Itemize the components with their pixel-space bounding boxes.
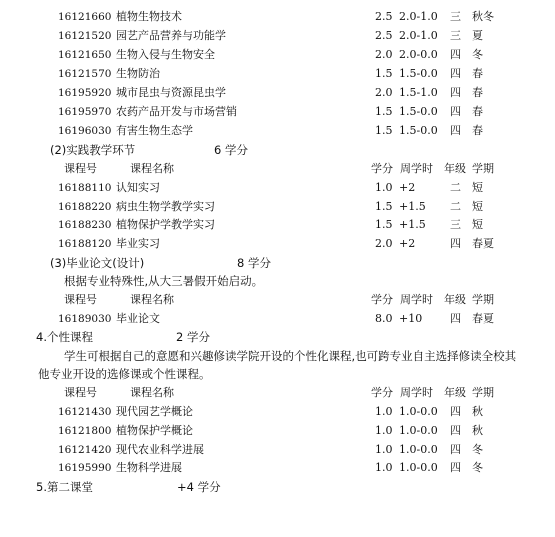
section-credits: 8 学分 <box>237 256 271 270</box>
course-hours: 1.5-1.0 <box>399 86 438 99</box>
section-heading-practice <box>50 141 290 159</box>
course-grade: 四 <box>450 48 461 61</box>
course-hours: +10 <box>399 312 423 325</box>
course-name: 认知实习 <box>116 181 160 194</box>
course-credit: 1.0 <box>375 461 393 474</box>
course-credit: 1.0 <box>375 405 393 418</box>
course-grade: 四 <box>450 443 461 456</box>
course-term: 秋 <box>472 405 483 418</box>
course-grade: 四 <box>450 237 461 250</box>
course-grade: 三 <box>450 29 461 42</box>
course-hours: +1.5 <box>399 218 426 231</box>
header-grade: 年级 <box>444 386 466 399</box>
header-name: 课程名称 <box>130 386 174 399</box>
course-hours: 1.5-0.0 <box>399 124 438 137</box>
course-hours: 2.0-1.0 <box>399 29 438 42</box>
header-term: 学期 <box>472 293 494 306</box>
header-grade: 年级 <box>444 162 466 175</box>
course-hours: 1.0-0.0 <box>399 443 438 456</box>
header-term: 学期 <box>472 162 494 175</box>
header-credit: 学分 <box>371 162 393 175</box>
course-hours: 1.0-0.0 <box>399 424 438 437</box>
course-name: 生物入侵与生物安全 <box>116 48 215 61</box>
section-credits: 6 学分 <box>214 143 248 157</box>
course-hours: +2 <box>399 181 416 194</box>
course-code: 16121570 <box>58 68 112 80</box>
course-term: 春夏 <box>472 312 494 325</box>
course-hours: 1.0-0.0 <box>399 405 438 418</box>
course-code: 16196030 <box>58 125 112 137</box>
course-credit: 2.0 <box>375 237 393 250</box>
section-heading-second-classroom <box>36 478 256 496</box>
course-code: 16195990 <box>58 462 112 474</box>
course-code: 16188110 <box>58 182 112 194</box>
personal-paragraph-line1: 学生可根据自己的意愿和兴趣修读学院开设的个性化课程,也可跨专业自主选择修读全校其 <box>64 349 517 363</box>
course-hours: 1.5-0.0 <box>399 105 438 118</box>
header-hours: 周学时 <box>400 162 433 175</box>
course-name: 植物保护学概论 <box>116 424 193 437</box>
course-hours: 1.5-0.0 <box>399 67 438 80</box>
personal-paragraph-line2: 他专业开设的选修课或个性课程。 <box>38 367 211 381</box>
header-credit: 学分 <box>371 386 393 399</box>
course-credit: 2.0 <box>375 48 393 61</box>
course-code: 16195920 <box>58 87 112 99</box>
course-credit: 2.5 <box>375 29 393 42</box>
course-name: 病虫生物学教学实习 <box>116 200 215 213</box>
course-term: 冬 <box>472 48 483 61</box>
section-label: 4.个性课程 <box>36 330 93 344</box>
header-term: 学期 <box>472 386 494 399</box>
course-credit: 1.0 <box>375 181 393 194</box>
course-code: 16121420 <box>58 444 112 456</box>
course-term: 春 <box>472 67 483 80</box>
course-grade: 三 <box>450 10 461 23</box>
course-term: 短 <box>472 200 483 213</box>
course-credit: 1.5 <box>375 200 393 213</box>
course-term: 秋冬 <box>472 10 494 23</box>
course-term: 春 <box>472 105 483 118</box>
section-heading-thesis <box>50 254 290 272</box>
course-grade: 二 <box>450 181 461 194</box>
course-code: 16195970 <box>58 106 112 118</box>
header-code: 课程号 <box>64 293 97 306</box>
course-credit: 1.5 <box>375 218 393 231</box>
course-code: 16121800 <box>58 425 112 437</box>
course-grade: 四 <box>450 405 461 418</box>
course-term: 冬 <box>472 461 483 474</box>
course-credit: 1.5 <box>375 67 393 80</box>
header-credit: 学分 <box>371 293 393 306</box>
course-hours: +2 <box>399 237 416 250</box>
course-grade: 四 <box>450 67 461 80</box>
course-term: 夏 <box>472 29 483 42</box>
section-credits: 2 学分 <box>176 330 210 344</box>
course-term: 春 <box>472 124 483 137</box>
header-grade: 年级 <box>444 293 466 306</box>
course-code: 16121650 <box>58 49 112 61</box>
course-name: 生物防治 <box>116 67 160 80</box>
course-name: 生物科学进展 <box>116 461 182 474</box>
section-heading-personal <box>36 328 256 346</box>
course-term: 短 <box>472 181 483 194</box>
course-grade: 四 <box>450 312 461 325</box>
course-term: 短 <box>472 218 483 231</box>
course-hours: 1.0-0.0 <box>399 461 438 474</box>
course-name: 城市昆虫与资源昆虫学 <box>116 86 226 99</box>
course-term: 春夏 <box>472 237 494 250</box>
course-credit: 1.0 <box>375 443 393 456</box>
section-credits: +4 学分 <box>177 480 221 494</box>
course-name: 现代园艺学概论 <box>116 405 193 418</box>
course-term: 秋 <box>472 424 483 437</box>
course-name: 植物生物技术 <box>116 10 182 23</box>
course-code: 16188120 <box>58 238 112 250</box>
course-name: 植物保护学教学实习 <box>116 218 215 231</box>
course-code: 16188230 <box>58 219 112 231</box>
course-name: 园艺产品营养与功能学 <box>116 29 226 42</box>
course-hours: 2.0-0.0 <box>399 48 438 61</box>
section-label: (2)实践教学环节 <box>50 143 136 157</box>
course-grade: 四 <box>450 424 461 437</box>
course-term: 冬 <box>472 443 483 456</box>
course-grade: 四 <box>450 461 461 474</box>
course-code: 16188220 <box>58 201 112 213</box>
course-code: 16189030 <box>58 313 112 325</box>
course-grade: 二 <box>450 200 461 213</box>
course-credit: 1.0 <box>375 424 393 437</box>
section-label: (3)毕业论文(设计) <box>50 256 145 270</box>
course-name: 现代农业科学进展 <box>116 443 204 456</box>
course-grade: 三 <box>450 218 461 231</box>
course-hours: +1.5 <box>399 200 426 213</box>
course-credit: 1.5 <box>375 105 393 118</box>
course-credit: 2.5 <box>375 10 393 23</box>
course-name: 毕业论文 <box>116 312 160 325</box>
header-name: 课程名称 <box>130 293 174 306</box>
course-term: 春 <box>472 86 483 99</box>
course-credit: 2.0 <box>375 86 393 99</box>
course-grade: 四 <box>450 105 461 118</box>
course-grade: 四 <box>450 124 461 137</box>
course-credit: 1.5 <box>375 124 393 137</box>
course-code: 16121660 <box>58 11 112 23</box>
course-hours: 2.0-1.0 <box>399 10 438 23</box>
header-code: 课程号 <box>64 386 97 399</box>
header-hours: 周学时 <box>400 386 433 399</box>
thesis-note: 根据专业特殊性,从大三暑假开始启动。 <box>64 274 264 288</box>
course-credit: 8.0 <box>375 312 393 325</box>
header-name: 课程名称 <box>130 162 174 175</box>
course-name: 毕业实习 <box>116 237 160 250</box>
header-code: 课程号 <box>64 162 97 175</box>
course-name: 农药产品开发与市场营销 <box>116 105 237 118</box>
course-code: 16121430 <box>58 406 112 418</box>
header-hours: 周学时 <box>400 293 433 306</box>
section-label: 5.第二课堂 <box>36 480 93 494</box>
course-name: 有害生物生态学 <box>116 124 193 137</box>
course-code: 16121520 <box>58 30 112 42</box>
course-grade: 四 <box>450 86 461 99</box>
